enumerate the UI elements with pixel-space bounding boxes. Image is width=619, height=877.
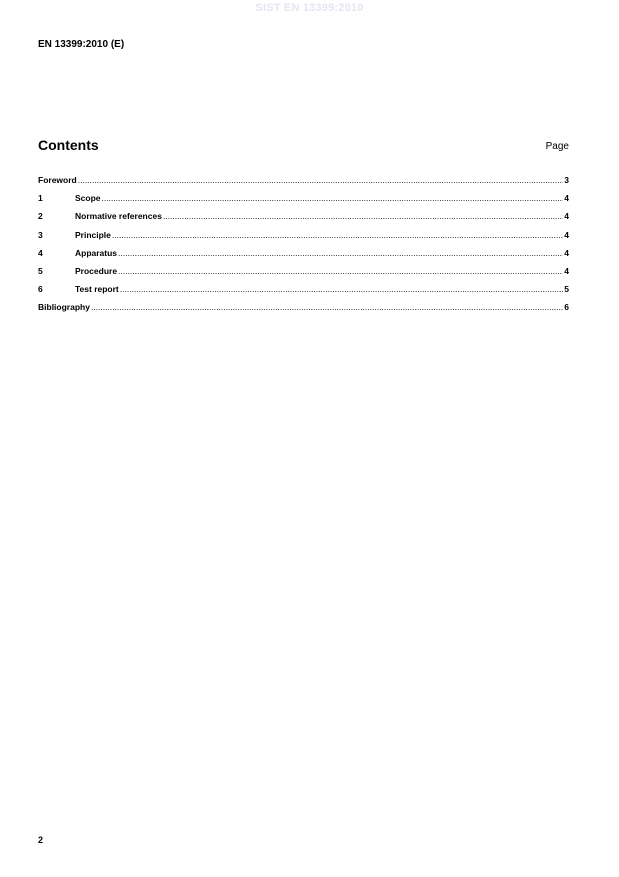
toc-entry-procedure[interactable] [38, 266, 569, 284]
toc-entry-page: 4 [564, 247, 569, 258]
table-of-contents [38, 175, 569, 321]
toc-dot-leader [163, 211, 563, 221]
toc-dot-leader [91, 302, 563, 312]
document-identifier: EN 13399:2010 (E) [38, 39, 125, 50]
toc-entry-page: 6 [564, 302, 569, 313]
toc-entry-apparatus[interactable] [38, 248, 569, 266]
toc-entry-title: Test report [75, 284, 119, 295]
toc-entry-principle[interactable] [38, 230, 569, 248]
toc-entry-number: 4 [38, 247, 43, 258]
toc-entry-number: 5 [38, 265, 43, 276]
toc-entry-page: 4 [564, 265, 569, 276]
toc-dot-leader [120, 284, 563, 294]
toc-entry-title: Apparatus [75, 247, 118, 258]
toc-entry-foreword[interactable] [38, 175, 569, 193]
toc-entry-number: 2 [38, 211, 43, 222]
toc-entry-number: 1 [38, 193, 43, 204]
toc-entry-title: Normative references [75, 211, 162, 222]
toc-entry-normative-references[interactable] [38, 211, 569, 229]
toc-entry-number: 3 [38, 229, 43, 240]
toc-entry-test-report[interactable] [38, 284, 569, 302]
toc-entry-title: Principle [75, 229, 111, 240]
watermark-text: SIST EN 13399:2010 [255, 2, 364, 14]
toc-entry-scope[interactable] [38, 193, 569, 211]
page-column-label: Page [545, 141, 569, 152]
toc-dot-leader [112, 230, 563, 240]
toc-entry-title: Procedure [75, 265, 118, 276]
contents-heading: Contents [38, 137, 99, 153]
page-number: 2 [38, 835, 44, 845]
toc-entry-page: 4 [564, 193, 569, 204]
toc-dot-leader [118, 266, 563, 276]
toc-dot-leader [118, 248, 563, 258]
toc-entry-page: 5 [564, 284, 569, 295]
toc-entry-page: 3 [564, 175, 569, 185]
toc-entry-page: 4 [564, 211, 569, 222]
toc-entry-title: Scope [75, 193, 101, 204]
toc-dot-leader [102, 193, 564, 203]
toc-entry-number: 6 [38, 284, 43, 295]
toc-entry-title: Foreword [38, 175, 77, 185]
toc-entry-title: Bibliography [38, 302, 90, 313]
toc-entry-bibliography[interactable] [38, 302, 569, 320]
toc-entry-page: 4 [564, 229, 569, 240]
toc-dot-leader [78, 175, 564, 185]
